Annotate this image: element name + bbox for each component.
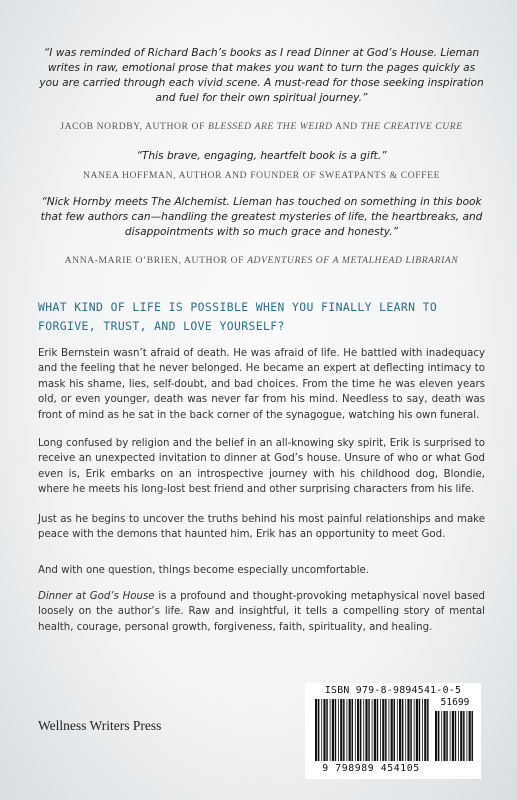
attribution-work: BLESSED ARE THE WEIRD [208, 121, 333, 132]
barcode-bar [355, 699, 356, 761]
barcode-bar [357, 699, 359, 761]
barcode-bar [424, 699, 426, 761]
barcode-bar [467, 711, 468, 761]
barcode-bar [438, 711, 440, 761]
addon-barcode-bars [435, 711, 475, 761]
price-addon-number: 51699 [440, 697, 470, 708]
endorsement-quote-2: “This brave, engaging, heartfelt book is a gift.” [136, 150, 387, 162]
barcode-bar [363, 699, 364, 761]
barcode-bar [394, 699, 396, 761]
endorsement-quote-3: “Nick Hornby meets The Alchemist. Lieman has touched on something in this book that few authors can—handling the greatest mysteries of life, the heartbreaks, and disappointments with so much grace and honesty.” [40, 196, 483, 238]
barcode-bar [391, 699, 393, 761]
endorsement-quote-1: “I was reminded of Richard Bach’s books as I read Dinner at God’s House. Lieman writes in raw, emotional prose that makes you want to turn the pages quickly as you are carried through each vivid scene. A must-read for those seeking inspiration and fuel for their own spiritual journey.” [39, 47, 484, 104]
barcode-bar [419, 699, 421, 761]
blurb-paragraph-4: And with one question, things become especially uncomfortable. [38, 565, 370, 576]
barcode-bar [349, 699, 351, 761]
endorsement-attribution-1 [38, 121, 485, 132]
barcode-bar [385, 699, 387, 761]
attribution-author: JACOB NORDBY, AUTHOR OF [60, 121, 209, 132]
barcode-bar [338, 699, 339, 761]
barcode-bar [410, 699, 412, 761]
barcode-bar [382, 699, 384, 761]
barcode-bar [360, 699, 362, 761]
barcode-bar [332, 699, 334, 761]
barcode-bar [340, 699, 342, 761]
barcode-bar [435, 711, 437, 761]
blurb-paragraph-5 [38, 589, 485, 635]
book-title-italic: Dinner at God’s House [38, 591, 155, 602]
barcode-bar [374, 699, 376, 761]
barcode-bar [330, 699, 331, 761]
barcode-bar [416, 699, 418, 761]
barcode-bar [399, 699, 401, 761]
attribution-work: ADVENTURES OF A METALHEAD LIBRARIAN [247, 255, 459, 266]
barcode-bar [422, 699, 423, 761]
barcode-bar [347, 699, 348, 761]
barcode-bar [402, 699, 404, 761]
endorsement-attribution-3 [38, 255, 485, 266]
barcode-bar [315, 699, 317, 761]
barcode-bar [352, 699, 354, 761]
barcode-bar [463, 711, 465, 761]
barcode-bar [452, 711, 454, 761]
blurb-headline: WHAT KIND OF LIFE IS POSSIBLE WHEN YOU FINALLY LEARN TO FORGIVE, TRUST, AND LOVE YOURSELF? [38, 300, 438, 333]
blurb-paragraph-1: Erik Bernstein wasn’t afraid of death. He was afraid of life. He battled with inadequacy and the feeling that he never belonged. He became an expert at deflecting intimacy to mask his shame, lies, self-doubt, and bad choices. From the time he was eleven years old, or even younger, death was never far from his mind. Needless to say, death was front of mind as he sat in the back corner of the synagogue, watching his own funeral. [38, 348, 485, 421]
barcode-bar [377, 699, 379, 761]
barcode-bar [365, 699, 367, 761]
barcode-bar [427, 699, 429, 761]
isbn-label: ISBN 979-8-9894541-0-5 [324, 685, 462, 696]
publisher-name: Wellness Writers Press [38, 718, 162, 733]
barcode-bar [326, 699, 328, 761]
blurb-paragraph-5-rest: is a profound and thought-provoking metaphysical novel based loosely on the author’s life. Raw and insightful, it tells a compelling story of mental health, courage, personal growth, forgiveness, faith, spirituality, and healing. [38, 591, 485, 633]
barcode-bar [372, 699, 373, 761]
isbn-barcode [305, 683, 481, 779]
barcode-bar [321, 699, 322, 761]
ean-barcode-bars [315, 699, 431, 761]
attribution-work-2: THE CREATIVE CURE [360, 121, 463, 132]
barcode-bar [380, 699, 381, 761]
barcode-bar [335, 699, 337, 761]
barcode-bar [472, 711, 474, 761]
blurb-paragraph-3: Just as he begins to uncover the truths behind his most painful relationships and make peace with the demons that haunted him, Erik has an opportunity to meet God. [38, 514, 485, 541]
endorsement-attribution-2: NANEA HOFFMAN, AUTHOR AND FOUNDER OF SWEATPANTS & COFFEE [82, 170, 441, 181]
barcode-bar [443, 711, 445, 761]
barcode-bar [389, 699, 390, 761]
barcode-bar [407, 699, 409, 761]
barcode-bar [343, 699, 345, 761]
barcode-bar [446, 711, 448, 761]
attribution-joiner: AND [332, 121, 361, 132]
barcode-bar [460, 711, 462, 761]
barcode-bar [469, 711, 471, 761]
attribution-author: ANNA-MARIE O’BRIEN, AUTHOR OF [64, 255, 248, 266]
barcode-bar [368, 699, 370, 761]
barcode-bar [323, 699, 325, 761]
barcode-bar [450, 711, 451, 761]
barcode-bar [458, 711, 459, 761]
barcode-bar [455, 711, 457, 761]
blurb-paragraph-2: Long confused by religion and the belief in an all-knowing sky spirit, Erik is surprised to receive an unexpected invitation to dinner at God’s house. Unsure of who or what God even is, Erik embarks on an introspective journey with his childhood dog, Blondie, where he meets his long-lost best friend and other surprising characters from his life. [38, 438, 485, 496]
barcode-bar [414, 699, 415, 761]
barcode-bar [397, 699, 398, 761]
barcode-bar [405, 699, 406, 761]
barcode-bar [318, 699, 320, 761]
ean-number: 9 798989 454105 [322, 763, 420, 774]
barcode-bar [441, 711, 442, 761]
